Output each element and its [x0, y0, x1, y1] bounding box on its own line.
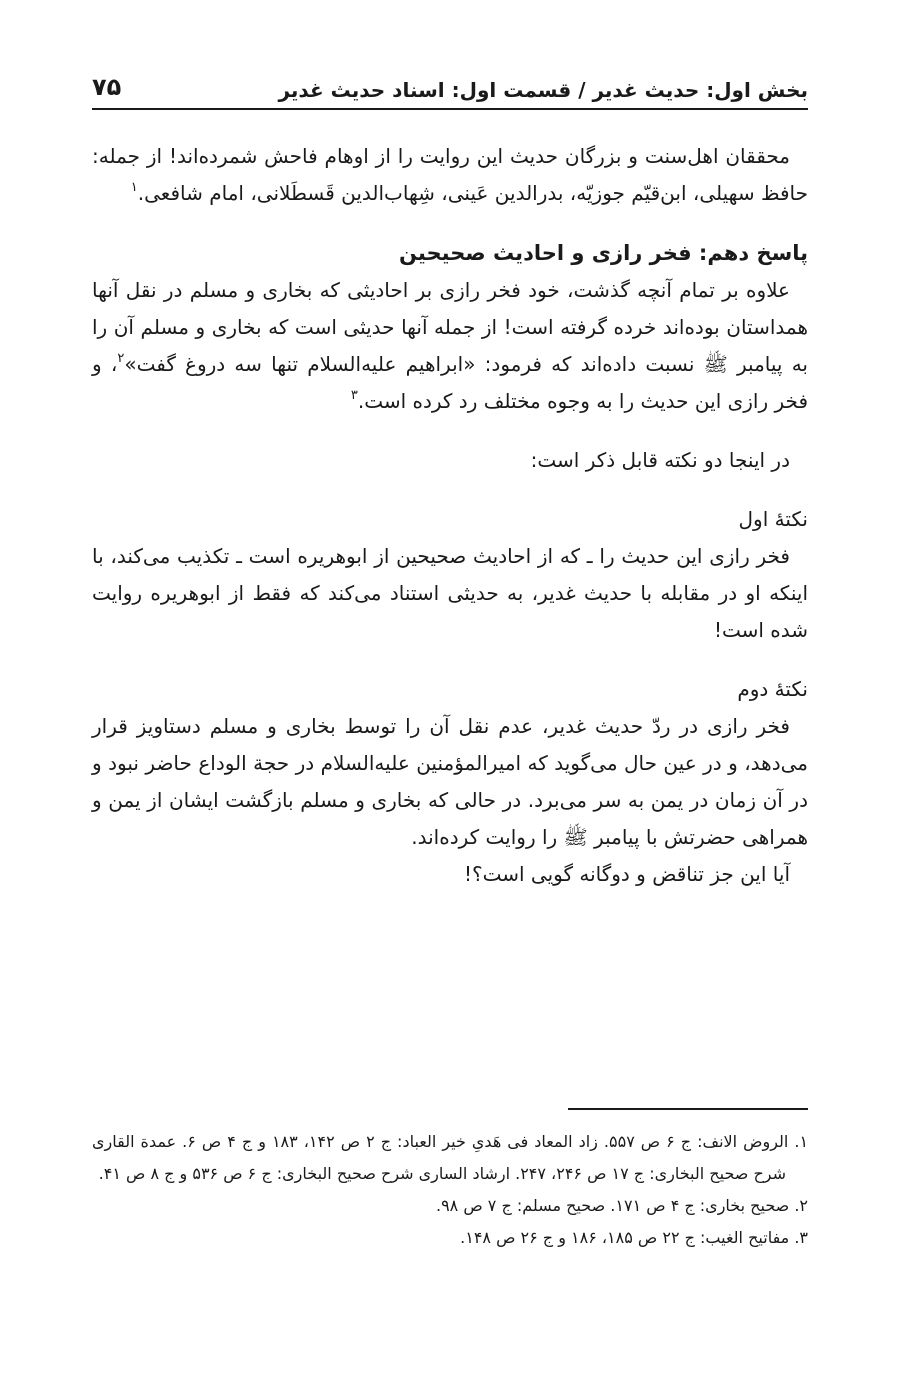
paragraph-two-points: در اینجا دو نکته قابل ذکر است:: [530, 448, 790, 472]
paragraph-fakhr-razi-text-a: علاوه بر تمام آنچه گذشت، خود فخر رازی بر احادیثی که بخاری و مسلم در نقل آنها همداستان بوده‌اند خرده گرفته است! از جمله آنها حدیثی است که بخاری و مسلم آن را به پیامبر ﷺ نسبت داده‌اند که فرمود: «ابراهیم علیه‌السلام تنها سه دروغ گفت»: [92, 278, 808, 376]
footnote-1: ۱. الروض الانف: ج ۶ ص ۵۵۷. زاد المعاد فی هَدیِ خیر العباد: ج ۲ ص ۱۴۲، ۱۸۳ و ج ۴ ص ۶. عمدة القاری شرح صحیح البخاری: ج ۱۷ ص ۲۴۶، ۲۴۷. ارشاد الساری شرح صحیح البخاری: ج ۶ ص ۵۳۶ و ج ۸ ص ۴۱.: [92, 1132, 809, 1183]
book-page: [92, 0, 808, 1390]
paragraph-intro: [92, 138, 808, 212]
paragraph-fakhr-razi-text-b: ، و فخر رازی این حدیث را به وجوه مختلف رد کرده است.: [92, 352, 808, 413]
closing-question: آیا این جز تناقض و دوگانه گویی است؟!: [463, 862, 790, 886]
point-1-text: فخر رازی این حدیث را ـ که از احادیث صحیحین از ابوهریره است ـ تکذیب می‌کند، با اینکه او در مقابله با حدیث غدیر، به حدیثی استناد می‌کند که فقط از ابوهریره روایت شده است!: [92, 544, 808, 642]
footnote-2: ۲. صحیح بخاری: ج ۴ ص ۱۷۱. صحیح مسلم: ج ۷ ص ۹۸.: [435, 1196, 808, 1215]
page-number: ۷۵: [92, 73, 122, 101]
point-1-title: نکتهٔ اول: [738, 507, 808, 531]
footnote-3: ۳. مفاتیح الغیب: ج ۲۲ ص ۱۸۵، ۱۸۶ و ج ۲۶ ص ۱۴۸.: [460, 1228, 808, 1247]
section-heading: پاسخ دهم: فخر رازی و احادیث صحیحین: [399, 241, 808, 265]
paragraph-intro-text: محققان اهل‌سنت و بزرگان حدیث این روایت را از اوهام فاحش شمرده‌اند! از جمله: حافظ سهیلی، ابن‌قیّم جوزیّه، بدرالدین عَینی، شِهاب‌الدین قَسطَلانی، امام شافعی.: [92, 144, 808, 205]
main-text: [92, 138, 808, 893]
footnote-ref-1: ۱: [130, 180, 138, 195]
footnote-ref-2: ۲: [117, 351, 125, 366]
paragraph-fakhr-razi: [92, 272, 808, 420]
running-head: بخش اول: حدیث غدیر / قسمت اول: اسناد حدیث غدیر: [278, 78, 808, 102]
footnote-ref-3: ۳: [350, 388, 358, 403]
point-2-title: نکتهٔ دوم: [737, 677, 808, 701]
footnotes: [92, 1126, 808, 1254]
point-2-text: فخر رازی در ردّ حدیث غدیر، عدم نقل آن را توسط بخاری و مسلم دستاویز قرار می‌دهد، و در عین حال می‌گوید که امیرالمؤمنین علیه‌السلام در حجة الوداع حاضر نبود و در آن زمان در یمن به سر می‌برد. در حالی که بخاری و مسلم بازگشت ایشان از یمن و همراهی حضرتش با پیامبر ﷺ را روایت کرده‌اند.: [92, 714, 808, 849]
footnote-divider: [568, 1108, 808, 1110]
page-header: [92, 72, 808, 110]
